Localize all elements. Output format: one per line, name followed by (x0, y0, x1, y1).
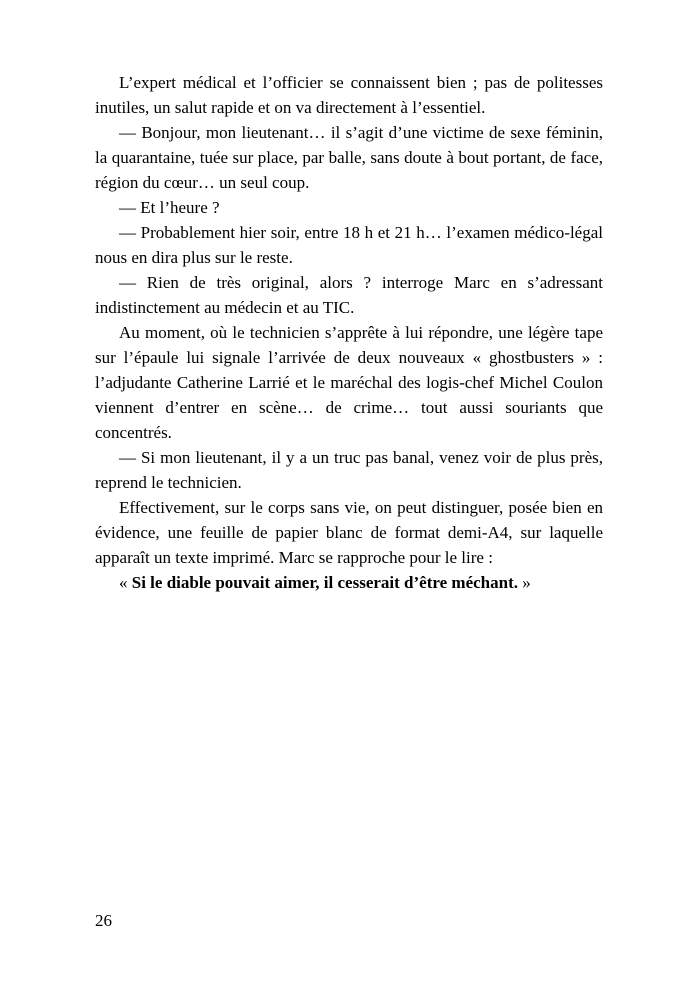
paragraph: Effectivement, sur le corps sans vie, on peut distinguer, posée bien en évidence, une feuille de papier blanc de format demi-A4, sur laquelle apparaît un texte imprimé. Marc se rapproche pour le lire : (95, 498, 603, 567)
page-number: 26 (95, 911, 112, 930)
paragraph-dialogue: — Et l’heure ? (119, 198, 220, 217)
quote-open-guillemet: « (119, 573, 132, 592)
quote-close-guillemet: » (517, 573, 531, 592)
paragraph-dialogue: — Bonjour, mon lieutenant… il s’agit d’une victime de sexe féminin, la quarantaine, tuée sur place, par balle, sans doute à bout portant, de face, région du cœur… un seul coup. (95, 123, 603, 192)
quote-paragraph (95, 570, 603, 595)
paragraph-dialogue: — Si mon lieutenant, il y a un truc pas banal, venez voir de plus près, reprend le technicien. (95, 448, 603, 492)
paragraph-dialogue: — Rien de très original, alors ? interroge Marc en s’adressant indistinctement au médecin et au TIC. (95, 273, 603, 317)
paragraph: Au moment, où le technicien s’apprête à lui répondre, une légère tape sur l’épaule lui signale l’arrivée de deux nouveaux « ghostbusters » : l’adjudante Catherine Larrié et le maréchal des logis-chef Michel Coulon viennent d’entrer en scène… de crime… tout aussi souriants que concentrés. (95, 323, 603, 442)
paragraph: L’expert médical et l’officier se connaissent bien ; pas de politesses inutiles, un salut rapide et on va directement à l’essentiel. (95, 73, 603, 117)
quote-text: Si le diable pouvait aimer, il cesserait d’être méchant. (131, 573, 518, 592)
page-text (95, 70, 603, 595)
paragraph-dialogue: — Probablement hier soir, entre 18 h et 21 h… l’examen médico-légal nous en dira plus sur le reste. (95, 223, 603, 267)
